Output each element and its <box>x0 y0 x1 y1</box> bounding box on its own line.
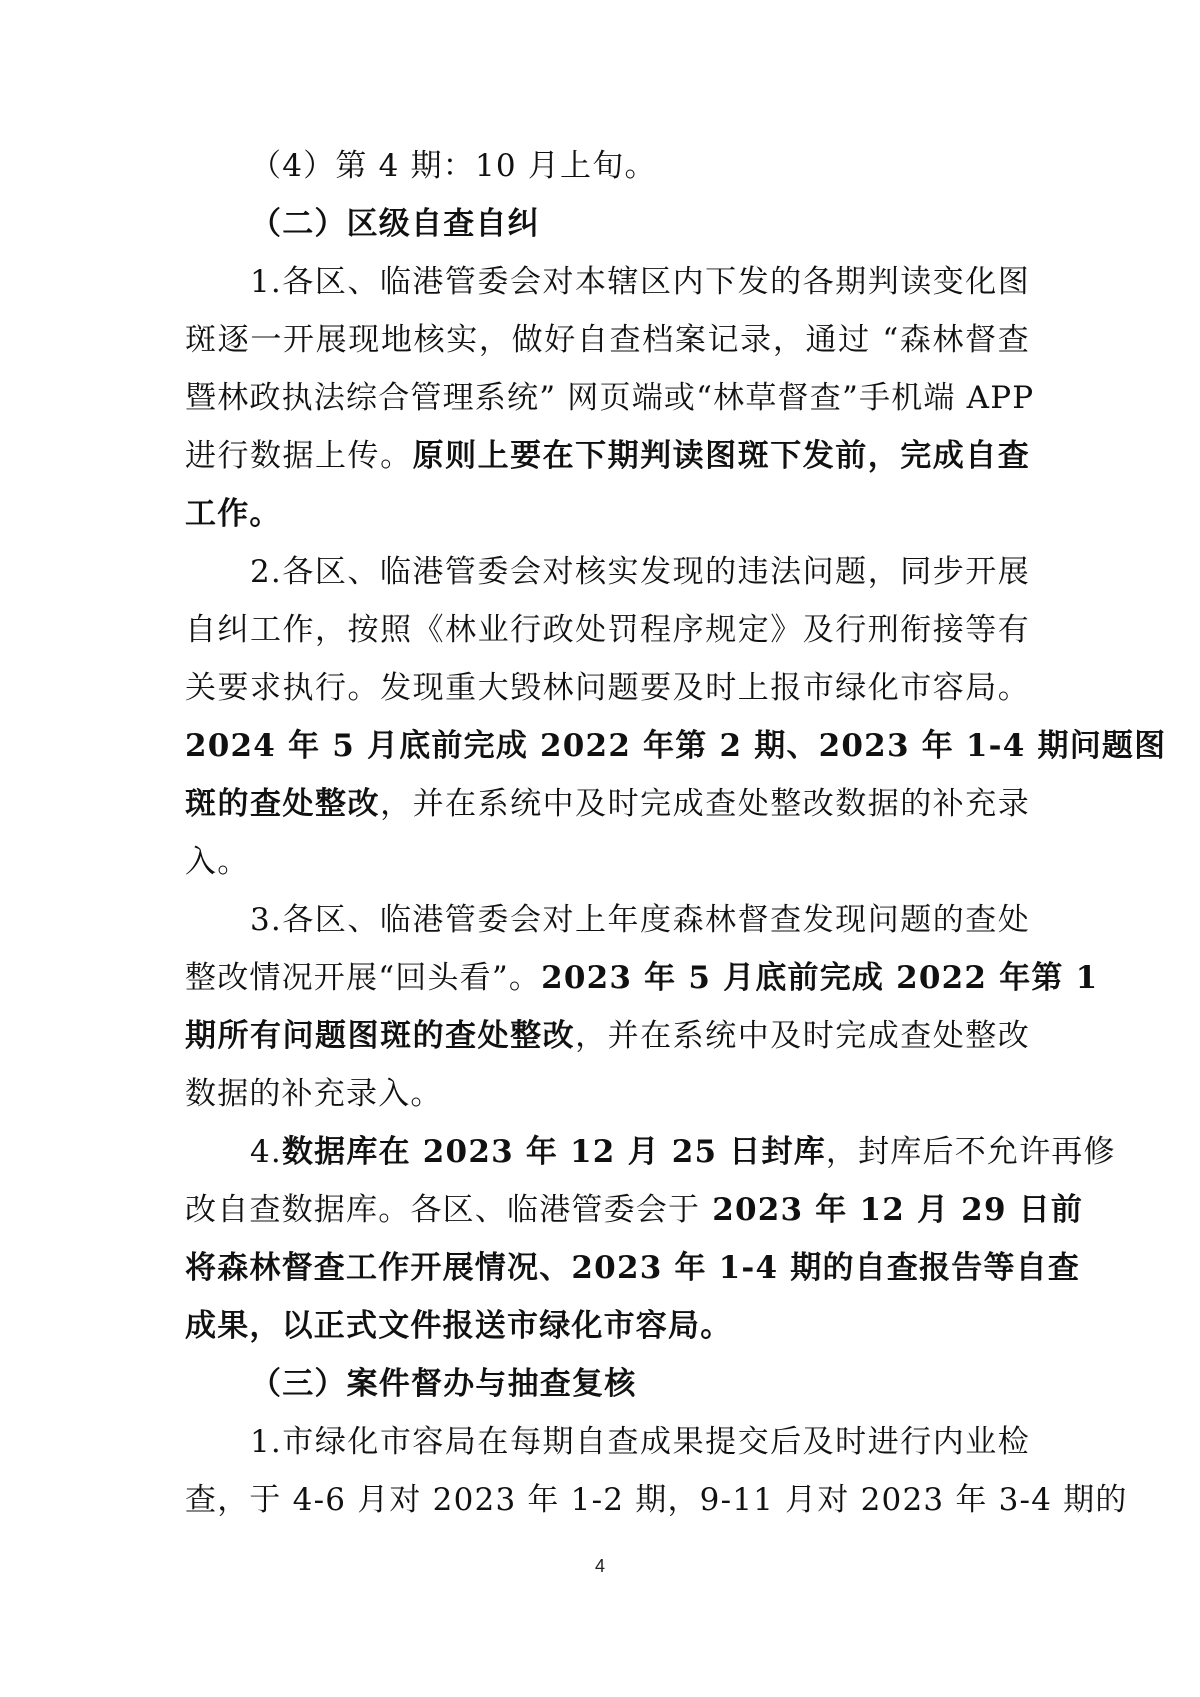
paragraph-3-line-1: 3.各区、临港管委会对上年度森林督查发现问题的查处 <box>250 902 1030 938</box>
section-heading-2 <box>250 196 540 252</box>
bold-text: 成果，以正式文件报送市绿化市容局。 <box>185 1308 733 1344</box>
bold-text: 原则上要在下期判读图斑下发前，完成自查 <box>412 438 1030 474</box>
paragraph-2-line-2: 自纠工作，按照《林业行政处罚程序规定》及行刑衔接等有 <box>185 612 1030 648</box>
heading-text: （二）区级自查自纠 <box>250 206 540 242</box>
paragraph-1-line-2: 斑逐一开展现地核实，做好自查档案记录，通过 “森林督查 <box>185 322 1030 358</box>
section-heading-3 <box>250 1356 636 1412</box>
paragraph-2-line-5: 斑的查处整改，并在系统中及时完成查处整改数据的补充录 <box>185 786 1031 822</box>
paragraph-4-line-3 <box>185 1240 1081 1296</box>
paragraph-1-line-1: 1.各区、临港管委会对本辖区内下发的各期判读变化图 <box>250 264 1030 300</box>
bold-text: 2023 年 5 月底前完成 2022 年第 1 <box>541 960 1099 996</box>
paragraph-3-line-4: 数据的补充录入。 <box>185 1076 443 1112</box>
text-line: （4）第 4 期：10 月上旬。 <box>250 148 657 184</box>
paragraph-4-line-4 <box>185 1298 1030 1354</box>
bold-text: 2024 年 5 月底前完成 2022 年第 2 期、2023 年 1-4 期问题图 <box>185 728 1167 764</box>
paragraph-5-line-1: 1.市绿化市容局在每期自查成果提交后及时进行内业检 <box>250 1424 1030 1460</box>
paragraph-3-line-3: 期所有问题图斑的查处整改，并在系统中及时完成查处整改 <box>185 1018 1030 1054</box>
paragraph-2-line-4 <box>185 718 1167 774</box>
paragraph-1-line-5 <box>185 486 1030 542</box>
bold-text: 斑的查处整改 <box>185 786 381 822</box>
heading-text: （三）案件督办与抽查复核 <box>250 1366 637 1402</box>
paragraph-4-line-1: 4.数据库在 2023 年 12 月 25 日封库，封库后不允许再修 <box>250 1134 1116 1170</box>
paragraph-3-line-2: 整改情况开展“回头看”。2023 年 5 月底前完成 2022 年第 1 <box>185 960 1099 996</box>
paragraph-2-line-1: 2.各区、临港管委会对核实发现的违法问题，同步开展 <box>250 554 1030 590</box>
bold-text: 工作。 <box>185 496 282 532</box>
paragraph-period-4 <box>250 138 1030 194</box>
bold-text: 期所有问题图斑的查处整改 <box>185 1018 576 1054</box>
bold-text: 2023 年 12 月 29 日前 <box>700 1192 1084 1228</box>
bold-text: 数据库在 2023 年 12 月 25 日封库 <box>281 1134 826 1170</box>
paragraph-1-line-4: 进行数据上传。原则上要在下期判读图斑下发前，完成自查 <box>185 438 1030 474</box>
paragraph-2-line-6: 入。 <box>185 844 250 880</box>
paragraph-2-line-3: 关要求执行。发现重大毁林问题要及时上报市绿化市容局。 <box>185 670 1030 706</box>
paragraph-1-line-3: 暨林政执法综合管理系统” 网页端或“林草督查”手机端 APP <box>185 380 1035 416</box>
paragraph-4-line-2: 改自查数据库。各区、临港管委会于 2023 年 12 月 29 日前 <box>185 1192 1084 1228</box>
bold-text: 将森林督查工作开展情况、2023 年 1-4 期的自查报告等自查 <box>185 1250 1081 1286</box>
page-number: 4 <box>594 1556 605 1576</box>
paragraph-5-line-2: 查，于 4-6 月对 2023 年 1-2 期，9-11 月对 2023 年 3-4 期的 <box>185 1482 1128 1518</box>
